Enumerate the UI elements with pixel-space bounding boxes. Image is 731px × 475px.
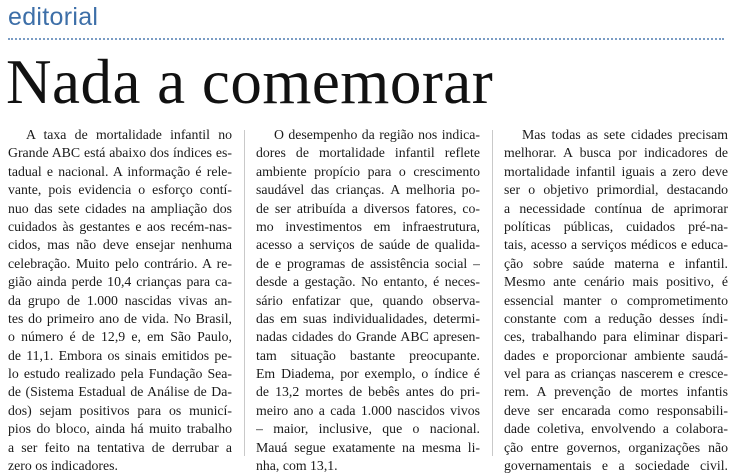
text-line: melhorar. A busca por indicadores de xyxy=(504,145,728,161)
text-line: acesso a serviços de saúde de qualida- xyxy=(256,237,480,253)
text-line: Mesmo ante cenário mais positivo, é xyxy=(504,274,728,290)
text-line: lo estudo realizado pela Fundação Sea- xyxy=(8,366,232,382)
section-divider xyxy=(8,38,724,40)
text-line: de 11,1. Embora os sinais emitidos pe- xyxy=(8,347,232,363)
text-line: dade coletiva, envolvendo a colabora- xyxy=(504,421,728,437)
text-line: cidos, mas não deve ensejar nenhuma xyxy=(8,237,232,253)
text-line: governamentais e a sociedade civil. xyxy=(504,458,728,474)
text-line: tes do primeiro ano de vida. No Brasil, xyxy=(8,310,232,326)
text-line: de ser atribuída a diversos fatores, co- xyxy=(256,200,480,216)
text-line: ser o objetivo primordial, destacando xyxy=(504,182,728,198)
text-line: saudável das crianças. A melhoria po- xyxy=(256,182,480,198)
text-line: vante, pois evidencia o esforço contí- xyxy=(8,182,232,198)
text-line: de 13,2 mortes de bebês antes do pri- xyxy=(256,384,480,400)
text-line: da grupo de 1.000 nascidas vivas an- xyxy=(8,292,232,308)
column-3 xyxy=(504,126,728,475)
text-line: meiro ano a cada 1.000 nascidos vivos xyxy=(256,402,480,418)
text-line: a necessidade contínua de aprimorar xyxy=(504,200,728,216)
text-line: mortalidade infantil iguais a zero deve xyxy=(504,163,728,179)
text-line: gião ainda perde 10,4 crianças para ca- xyxy=(8,274,232,290)
text-line: essencial manter o comprometimento xyxy=(504,292,728,308)
text-line: A taxa de mortalidade infantil no xyxy=(26,127,232,142)
text-line: dades e proporcionar ambiente saudá- xyxy=(504,347,728,363)
text-line: políticas públicas, cuidados pré-na- xyxy=(504,218,728,234)
text-line: de (Sistema Estadual de Análise de Da- xyxy=(8,384,232,400)
text-line: Em Diadema, por exemplo, o índice é xyxy=(256,366,480,382)
column-divider xyxy=(492,130,493,456)
text-line: Mauá segue exatamente na mesma li- xyxy=(256,439,480,455)
text-line: mo investimentos em infraestrutura, xyxy=(256,218,480,234)
article-body xyxy=(6,126,728,474)
text-line: tadual e nacional. A informação é rele- xyxy=(8,163,232,179)
text-line: rem. A prevenção de mortes infantis xyxy=(504,384,728,400)
text-line: deve ser encarada como responsabili- xyxy=(504,402,728,418)
column-1 xyxy=(8,126,232,475)
text-line: celebração. Muito pelo contrário. A re- xyxy=(8,255,232,271)
text-line: dos) sejam positivos para os municí- xyxy=(8,402,232,418)
text-line: ção entre governos, organizações não xyxy=(504,439,728,455)
text-line: nuo das sete cidades na ampliação dos xyxy=(8,200,232,216)
text-line: Grande ABC está abaixo dos índices es- xyxy=(8,145,232,161)
text-line: tais, acesso a serviços médicos e educa- xyxy=(504,237,728,253)
text-line: Mas todas as sete cidades precisam xyxy=(522,127,728,142)
text-line: desde a gestação. No entanto, é neces- xyxy=(256,274,480,290)
text-line: cuidados às gestantes e aos recém-nas- xyxy=(8,218,232,234)
text-line: tam situação bastante preocupante. xyxy=(256,347,480,363)
text-line: – maior, inclusive, que o nacional. xyxy=(256,421,480,437)
text-line: O desempenho da região nos indica- xyxy=(274,127,480,142)
text-line: pios do bloco, ainda há muito trabalho xyxy=(8,421,232,437)
headline: Nada a comemorar xyxy=(6,47,494,117)
text-line: nadas cidades do Grande ABC apresen- xyxy=(256,329,480,345)
text-line: o número é de 12,9 e, em São Paulo, xyxy=(8,329,232,345)
text-line: ces, trabalhando para eliminar dispari- xyxy=(504,329,728,345)
text-line: das em suas individualidades, determi- xyxy=(256,310,480,326)
column-divider xyxy=(244,130,245,456)
text-line: constante com a redução desses índi- xyxy=(504,310,728,326)
text-line: de e programas de assistência social – xyxy=(256,255,480,271)
text-line: ção sobre saúde materna e infantil. xyxy=(504,255,728,271)
text-line: dores de mortalidade infantil reflete xyxy=(256,145,480,161)
text-line: a ser feito na tentativa de derrubar a xyxy=(8,439,232,455)
text-line: ambiente propício para o crescimento xyxy=(256,163,480,179)
text-line: nha, com 13,1. xyxy=(256,458,338,474)
section-label: editorial xyxy=(8,3,99,31)
text-line: vel para as crianças nascerem e cresce- xyxy=(504,366,728,382)
text-line: sário enfatizar que, quando observa- xyxy=(256,292,480,308)
text-line: zero os indicadores. xyxy=(8,458,118,474)
column-2 xyxy=(256,126,480,475)
